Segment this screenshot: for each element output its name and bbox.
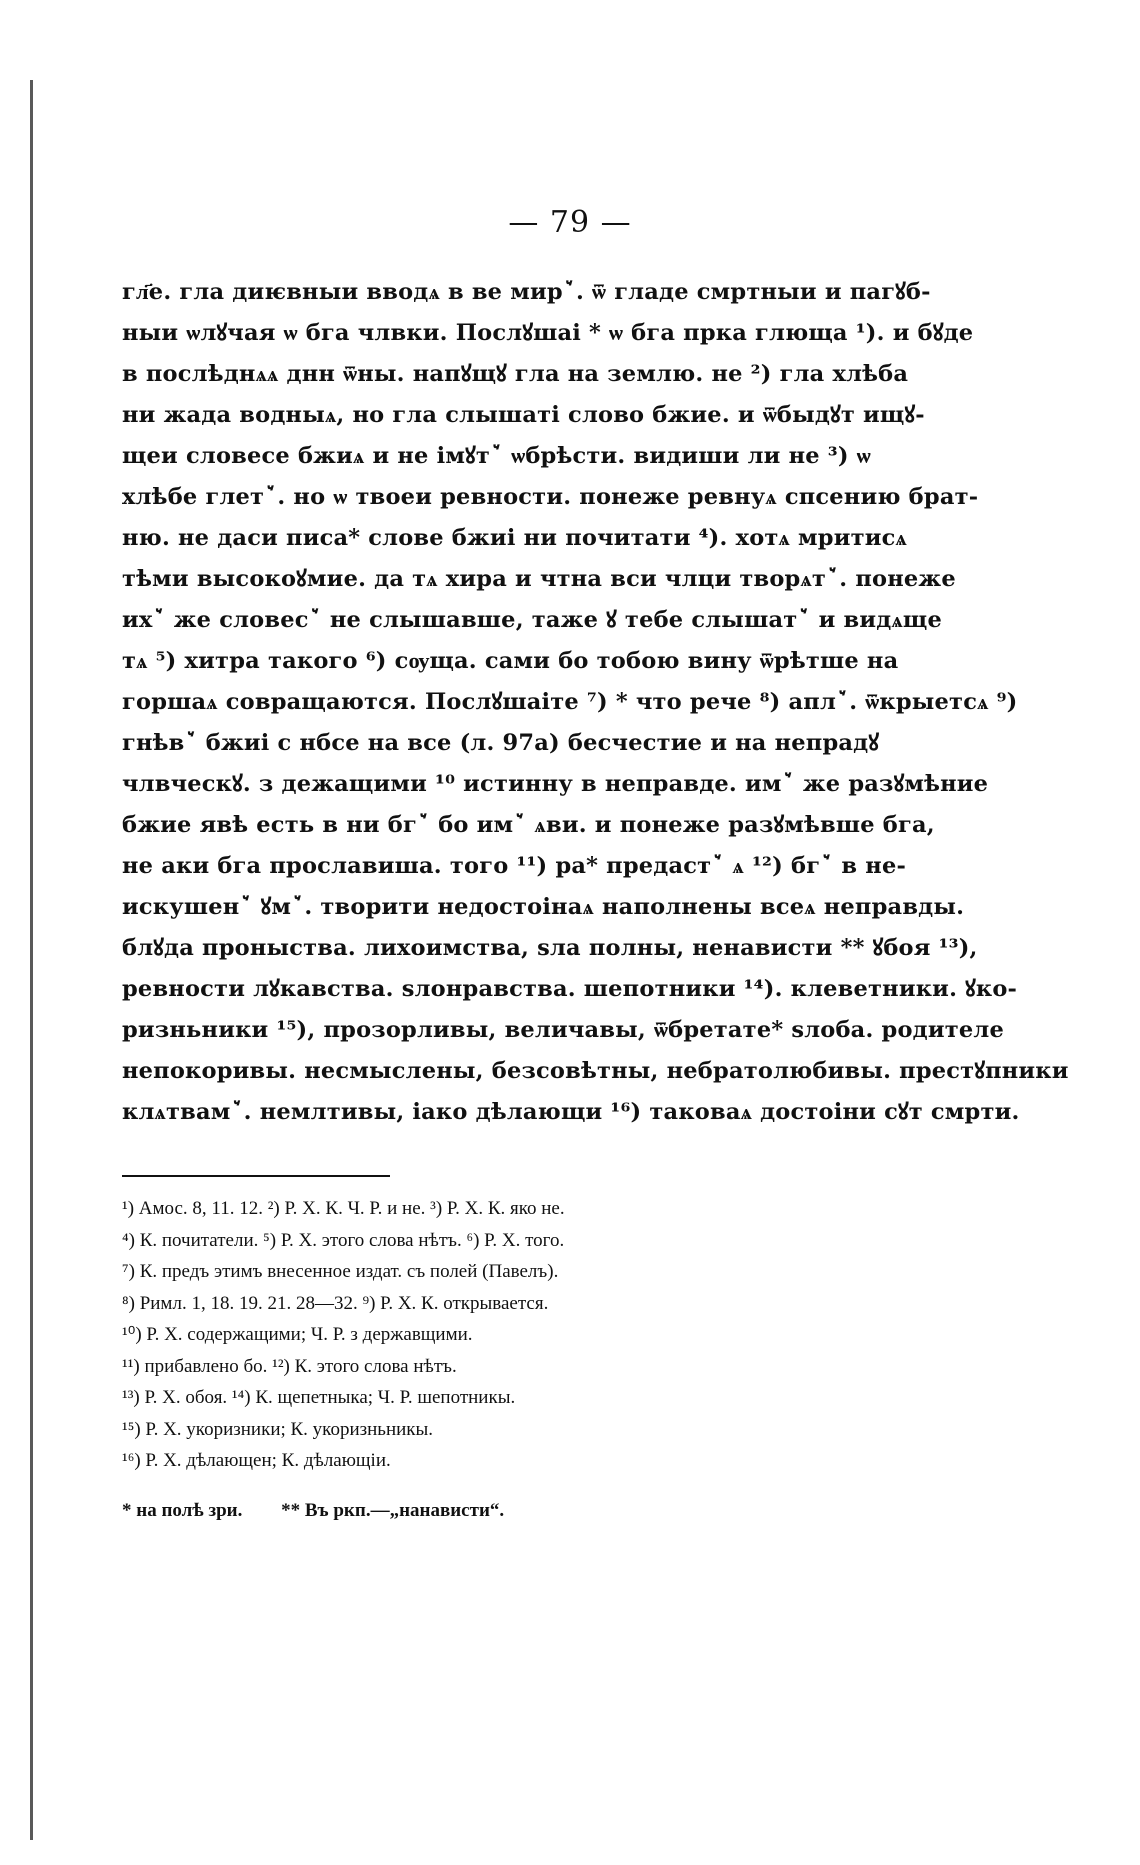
footnote-divider bbox=[122, 1175, 390, 1177]
text-line: члвческꙋ. з дежащими ¹⁰ истинну в неправде. имꙿ же разꙋмѣние bbox=[122, 771, 989, 797]
text-line: хлѣбе глетꙿ. но ѡ твоеи ревности. понеже ревнуѧ спсению брат- bbox=[122, 484, 979, 510]
editor-note-margin: * на полѣ зри. bbox=[122, 1500, 243, 1521]
text-line: бжие явѣ есть в ни бгꙿ бо имꙿ ѧви. и понеже разꙋмѣвше бга, bbox=[122, 812, 935, 838]
text-line: гнѣвꙿ бжиі с нбсе на все (л. 97а) бесчестие и на непрадꙋ bbox=[122, 730, 880, 756]
text-line: ихꙿ же словесꙿ не слышавше, таже ꙋ тебе слышатꙿ и видѧще bbox=[122, 607, 942, 633]
text-line: ни жада водныѧ, но гла слышаті слово бжие. и ѿбыдꙋт ищꙋ- bbox=[122, 402, 925, 428]
footnote-line: ¹) Амос. 8, 11. 12. ²) Р. Х. К. Ч. Р. и не. ³) Р. Х. К. яко не. bbox=[122, 1198, 565, 1219]
footnote-line: ¹⁰) Р. Х. содержащими; Ч. Р. з державщими. bbox=[122, 1324, 473, 1345]
editor-notes bbox=[122, 1500, 838, 1522]
text-line: искушенꙿ ꙋмꙿ. творити недостоінаѧ наполнены всеѧ неправды. bbox=[122, 894, 965, 920]
text-line: щеи словесе бжиѧ и не імꙋтꙿ ѡбрѣсти. видиши ли не ³) ѡ bbox=[122, 443, 871, 469]
text-line: ныи ѡлꙋчая ѡ бга члвки. Послꙋшаі * ѡ бга прка глюща ¹). и бꙋде bbox=[122, 320, 974, 346]
footnote-line: ⁸) Римл. 1, 18. 19. 21. 28—32. ⁹) Р. Х. К. открывается. bbox=[122, 1292, 549, 1314]
text-line: непокоривы. несмыслены, безсовѣтны, небратолюбивы. престꙋпники bbox=[122, 1058, 1069, 1084]
footnotes-block bbox=[122, 1193, 838, 1477]
editor-note-manuscript: ** Въ ркп.—„нанависти“. bbox=[281, 1500, 505, 1521]
page-number: — 79 — bbox=[508, 205, 632, 240]
text-line: горшаѧ совращаются. Послꙋшаіте ⁷) * что рече ⁸) аплꙿ. ѿкрыетсѧ ⁹) bbox=[122, 689, 1018, 715]
text-line: блꙋда проныства. лихоимства, ѕла полны, ненависти ** ꙋбоя ¹³), bbox=[122, 935, 978, 961]
text-line: клѧтвамꙿ. немлтивы, іако дѣлающи ¹⁶) таковаѧ достоіни сꙋт смрти. bbox=[122, 1099, 1020, 1125]
footnote-line: ¹³) Р. Х. обоя. ¹⁴) К. щепетныка; Ч. Р. шепотникы. bbox=[122, 1387, 516, 1408]
text-line: ревности лꙋкавства. ѕлонравства. шепотники ¹⁴). клеветники. ꙋко- bbox=[122, 976, 1018, 1002]
text-line: ню. не даси писа* слове бжиі ни почитати ⁴). хотѧ мритисѧ bbox=[122, 525, 907, 551]
footnote-line: ⁴) К. почитатели. ⁵) Р. Х. этого слова нѣтъ. ⁶) Р. Х. того. bbox=[122, 1229, 565, 1251]
text-line: тѧ ⁵) хитра такого ⁶) сѹща. сами бо тобою вину ѿрѣтше на bbox=[122, 648, 899, 674]
text-line: гл҃е. гла диѥвныи вводѧ в ве мирꙿ. ѿ гладе смртныи и пагꙋб- bbox=[122, 279, 931, 305]
footnote-line: ⁷) К. предъ этимъ внесенное издат. съ полей (Павелъ). bbox=[122, 1261, 559, 1282]
footnote-line: ¹⁶) Р. Х. дѣлающен; К. дѣлающіи. bbox=[122, 1450, 391, 1471]
text-line: не аки бга прославиша. того ¹¹) ра* предастꙿ ѧ ¹²) бгꙿ в не- bbox=[122, 853, 907, 879]
main-text-block bbox=[122, 272, 1069, 1133]
footnote-line: ¹¹) прибавлено бо. ¹²) К. этого слова нѣтъ. bbox=[122, 1355, 457, 1377]
text-line: в послѣднѧѧ днн ѿны. напꙋщꙋ гла на землю. не ²) гла хлѣба bbox=[122, 361, 909, 387]
text-line: тѣми высокоꙋмие. да тѧ хира и чтна вси члци творѧтꙿ. понеже bbox=[122, 566, 956, 592]
text-line: ризньники ¹⁵), прозорливы, величавы, ѿбретате* ѕлоба. родителе bbox=[122, 1017, 1004, 1043]
footnote-line: ¹⁵) Р. Х. укоризники; К. укоризньникы. bbox=[122, 1418, 434, 1440]
